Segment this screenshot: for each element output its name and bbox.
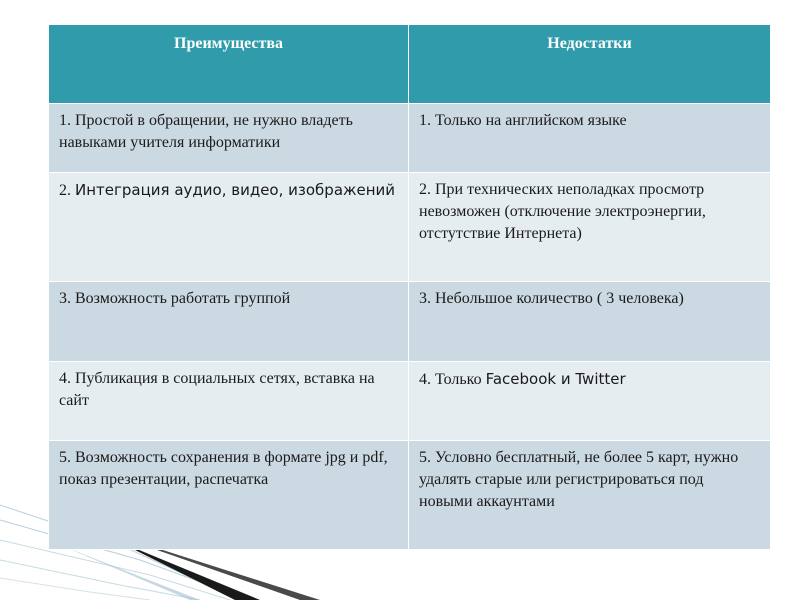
advantage-cell: 3. Возможность работать группой: [49, 281, 409, 361]
comparison-table: [48, 24, 771, 550]
disadvantage-prefix: 4. Только: [419, 370, 486, 388]
disadvantage-cell: 3. Небольшое количество ( 3 человека): [409, 281, 771, 361]
disadvantage-text: Facebook и Twitter: [485, 369, 626, 388]
table-row: [49, 173, 771, 282]
disadvantage-cell: [409, 361, 771, 441]
advantage-cell: 1. Простой в обращении, не нужно владеть навыками учителя информатики: [49, 104, 409, 173]
table-row: [49, 441, 771, 550]
advantage-cell: 4. Публикация в социальных сетях, вставка на сайт: [49, 361, 409, 441]
disadvantage-cell: 2. При технических неполадках просмотр невозможен (отключение электроэнергии, отстутствие Интернета): [409, 173, 771, 282]
table-row: [49, 281, 771, 361]
header-disadvantages: Недостатки: [409, 25, 771, 104]
advantage-prefix: 2.: [59, 182, 75, 200]
advantage-cell: [49, 173, 409, 282]
table-header-row: [49, 25, 771, 104]
table-row: [49, 104, 771, 173]
disadvantage-cell: 1. Только на английском языке: [409, 104, 771, 173]
header-advantages: Преимущества: [49, 25, 409, 104]
advantage-text: Интеграция аудио, видео, изображений: [75, 181, 396, 200]
disadvantage-cell: 5. Условно бесплатный, не более 5 карт, нужно удалять старые или регистрироваться под новыми аккаунтами: [409, 441, 771, 550]
advantage-cell: 5. Возможность сохранения в формате jpg и pdf, показ презентации, распечатка: [49, 441, 409, 550]
table-row: [49, 361, 771, 441]
comparison-table-container: [48, 24, 770, 550]
